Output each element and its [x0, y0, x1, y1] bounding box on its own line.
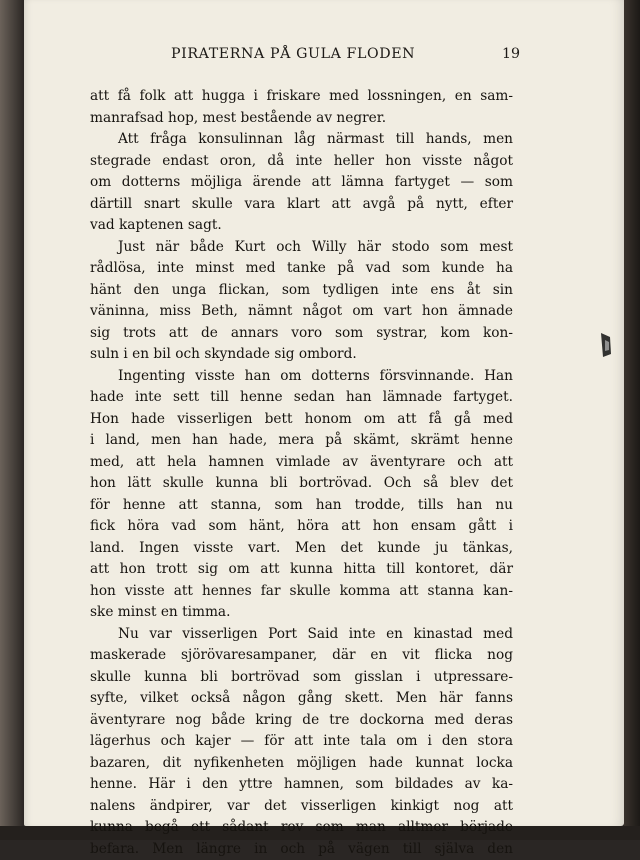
book-spine-shadow	[0, 0, 24, 840]
text-line: att få folk att hugga i friskare med lossningen, en sam-	[90, 86, 513, 108]
text-line: därtill snart skulle vara klart att avgå på nytt, efter	[90, 194, 513, 216]
text-line: fick höra vad som hänt, höra att hon ensam gått i	[90, 516, 513, 538]
text-line: ske minst en timma.	[90, 602, 513, 624]
text-line: sig trots att de annars voro som systrar, kom kon-	[90, 323, 513, 345]
text-line: om dotterns möjliga ärende att lämna fartyget — som	[90, 172, 513, 194]
running-header	[70, 46, 520, 66]
text-line: bazaren, dit nyfikenheten möjligen hade kunnat locka	[90, 753, 513, 775]
text-line: manrafsad hop, mest bestående av negrer.	[90, 108, 513, 130]
text-line: rådlösa, inte minst med tanke på vad som kunde ha	[90, 258, 513, 280]
text-line: kunna begå ett sådant rov som man alltmer började	[90, 817, 513, 839]
text-line: befara. Men längre in och på vägen till själva den	[90, 839, 513, 860]
running-title: PIRATERNA PÅ GULA FLODEN	[171, 46, 415, 62]
text-line: i land, men han hade, mera på skämt, skrämt henne	[90, 430, 513, 452]
text-line: för henne att stanna, som han trodde, tills han nu	[90, 495, 513, 517]
page-number: 19	[502, 46, 520, 62]
text-line: henne. Här i den yttre hamnen, som bildades av ka-	[90, 774, 513, 796]
text-line: med, att hela hamnen vimlade av äventyrare och att	[90, 452, 513, 474]
text-line: hon visste att hennes far skulle komma att stanna kan-	[90, 581, 513, 603]
text-line: stegrade endast oron, då inte heller hon visste något	[90, 151, 513, 173]
text-line: väninna, miss Beth, nämnt något om vart hon ämnade	[90, 301, 513, 323]
text-line: äventyrare nog både kring de tre dockorna med deras	[90, 710, 513, 732]
text-line: vad kaptenen sagt.	[90, 215, 513, 237]
text-line: hänt den unga flickan, som tydligen inte ens åt sin	[90, 280, 513, 302]
text-line: Nu var visserligen Port Said inte en kinastad med	[90, 624, 513, 646]
text-line: Just när både Kurt och Willy här stodo som mest	[90, 237, 513, 259]
text-line: Ingenting visste han om dotterns försvinnande. Han	[90, 366, 513, 388]
text-line: syfte, vilket också någon gång skett. Men här fanns	[90, 688, 513, 710]
body-text	[90, 86, 513, 860]
page-edge-shadow	[624, 0, 640, 840]
text-line: att hon trott sig om att kunna hitta till kontoret, där	[90, 559, 513, 581]
text-line: hade inte sett till henne sedan han lämnade fartyget.	[90, 387, 513, 409]
text-line: nalens ändpirer, var det visserligen kinkigt nog att	[90, 796, 513, 818]
paper-clip-icon	[598, 330, 614, 360]
text-line: Att fråga konsulinnan låg närmast till hands, men	[90, 129, 513, 151]
text-line: suln i en bil och skyndade sig ombord.	[90, 344, 513, 366]
text-line: land. Ingen visste vart. Men det kunde ju tänkas,	[90, 538, 513, 560]
text-line: Hon hade visserligen bett honom om att få gå med	[90, 409, 513, 431]
text-line: maskerade sjörövaresampaner, där en vit flicka nog	[90, 645, 513, 667]
text-line: skulle kunna bli bortrövad som gisslan i utpressare-	[90, 667, 513, 689]
text-line: hon lätt skulle kunna bli bortrövad. Och så blev det	[90, 473, 513, 495]
text-line: lägerhus och kajer — för att inte tala om i den stora	[90, 731, 513, 753]
